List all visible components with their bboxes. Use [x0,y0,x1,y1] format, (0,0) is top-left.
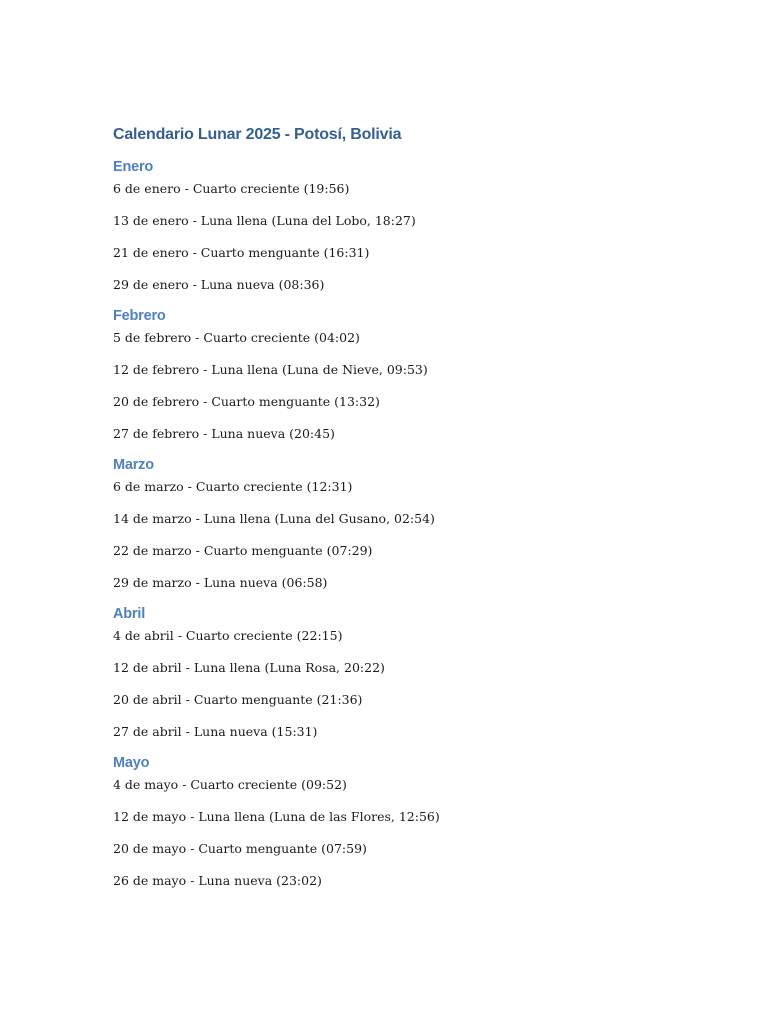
lunar-event: 21 de enero - Cuarto menguante (16:31) [113,245,370,260]
lunar-event: 4 de abril - Cuarto creciente (22:15) [113,628,343,643]
lunar-event: 20 de mayo - Cuarto menguante (07:59) [113,841,367,856]
lunar-event: 12 de febrero - Luna llena (Luna de Nieve, 09:53) [113,362,428,377]
month-section-enero [113,157,713,296]
lunar-event: 4 de mayo - Cuarto creciente (09:52) [113,777,347,792]
lunar-event: 13 de enero - Luna llena (Luna del Lobo, 18:27) [113,213,416,228]
month-heading: Febrero [113,308,166,324]
lunar-event: 6 de enero - Cuarto creciente (19:56) [113,181,350,196]
lunar-event: 27 de abril - Luna nueva (15:31) [113,724,318,739]
lunar-event: 12 de mayo - Luna llena (Luna de las Flores, 12:56) [113,809,440,824]
lunar-event: 6 de marzo - Cuarto creciente (12:31) [113,479,353,494]
month-section-abril [113,604,713,743]
lunar-event: 5 de febrero - Cuarto creciente (04:02) [113,330,360,345]
month-section-febrero [113,306,713,445]
lunar-event: 27 de febrero - Luna nueva (20:45) [113,426,335,441]
lunar-event: 20 de abril - Cuarto menguante (21:36) [113,692,363,707]
month-section-marzo [113,455,713,594]
month-heading: Enero [113,159,154,175]
lunar-event: 14 de marzo - Luna llena (Luna del Gusano, 02:54) [113,511,435,526]
lunar-event: 12 de abril - Luna llena (Luna Rosa, 20:22) [113,660,385,675]
month-heading: Marzo [113,457,154,473]
lunar-event: 22 de marzo - Cuarto menguante (07:29) [113,543,373,558]
month-section-mayo [113,753,713,892]
document-page [113,122,713,902]
lunar-event: 29 de marzo - Luna nueva (06:58) [113,575,328,590]
month-heading: Abril [113,606,146,622]
document-title: Calendario Lunar 2025 - Potosí, Bolivia [113,126,402,143]
lunar-event: 20 de febrero - Cuarto menguante (13:32) [113,394,380,409]
month-heading: Mayo [113,755,150,771]
lunar-event: 29 de enero - Luna nueva (08:36) [113,277,325,292]
lunar-event: 26 de mayo - Luna nueva (23:02) [113,873,322,888]
